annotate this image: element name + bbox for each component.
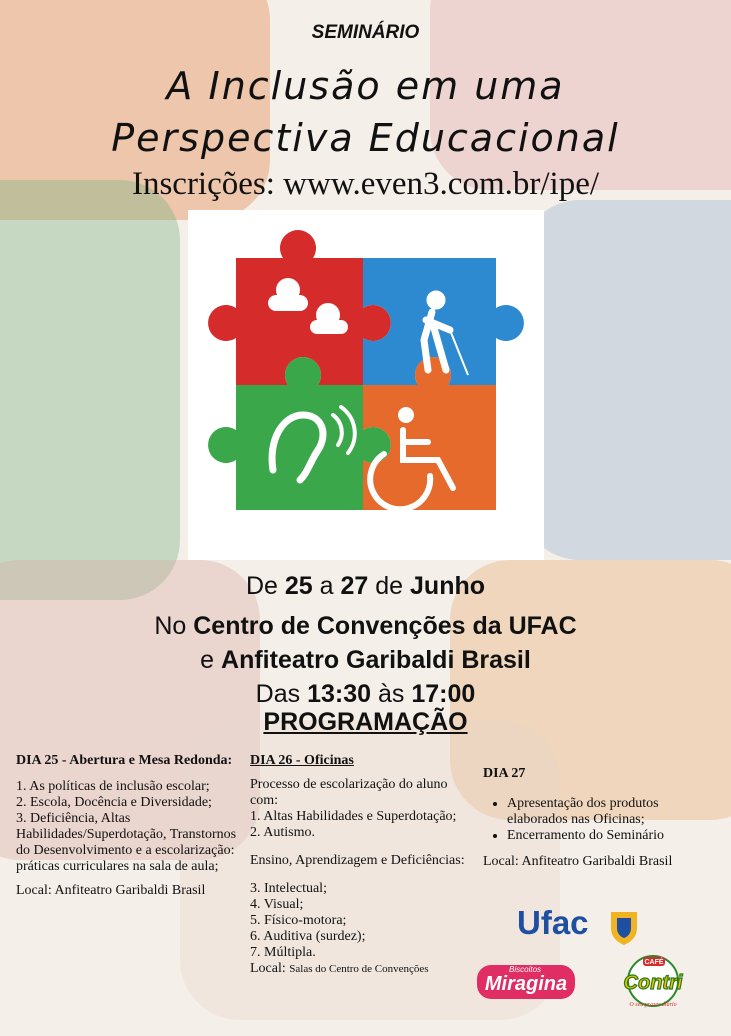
list-item: • Apresentação dos produtos elaborados nas Oficinas; [507,796,718,828]
day-26-column [250,753,465,977]
day-25-heading: DIA 25 - Abertura e Mesa Redonda: [16,753,233,768]
contri-logo [613,955,693,1011]
list-item: 2. Escola, Docência e Diversidade; [16,795,212,810]
miragina-logo: Biscoitos Miragina [477,965,575,999]
list-item: 3. Intelectual; [250,881,327,896]
svg-text:Contri: Contri [623,972,683,994]
program-title: PROGRAMAÇÃO [263,708,468,736]
registration-link[interactable]: Inscrições: www.even3.com.br/ipe/ [131,166,600,202]
list-item: 3. Deficiência, Altas Habilidades/Superdotação, Transtornos do Desenvolvimento e a escolarização: práticas curriculares na sala de aula; [16,811,237,874]
list-item: 1. Altas Habilidades e Superdotação; [250,809,457,824]
list-item: 4. Visual; [250,897,304,912]
list-item: 7. Múltipla. [250,945,316,960]
list-item: 6. Auditiva (surdez); [250,929,366,944]
list-item: • Encerramento do Seminário [507,828,718,844]
ufac-shield-icon [609,910,639,946]
day-25-location: Local: Anfiteatro Garibaldi Brasil [16,883,206,898]
day-27-column [483,766,718,870]
title-line-2: Perspectiva Educacional [111,116,620,160]
day-26-heading: DIA 26 - Oficinas [250,753,354,768]
day-26-intro: Processo de escolarização do aluno com: [250,777,448,808]
title-line-1: A Inclusão em uma [166,64,565,108]
ufac-logo: Ufac [517,904,589,941]
day-26-intro-2: Ensino, Aprendizagem e Deficiências: [250,853,465,868]
list-item: 1. As políticas de inclusão escolar; [16,779,210,794]
event-hours: Das 13:30 às 17:00 [255,680,476,708]
day-25-column [16,753,242,899]
event-venue-1: No Centro de Convenções da UFAC [154,612,577,640]
event-dates: De 25 a 27 de Junho [245,572,486,600]
list-item: 2. Autismo. [250,825,315,840]
day-27-location: Local: Anfiteatro Garibaldi Brasil [483,854,673,869]
svg-text:CAFÉ: CAFÉ [644,959,664,966]
inclusion-puzzle-image [188,210,544,560]
svg-text:O seu prazer diário: O seu prazer diário [629,1002,677,1008]
day-27-heading: DIA 27 [483,766,526,781]
event-venue-2: e Anfiteatro Garibaldi Brasil [200,646,531,674]
day-26-location: Local: Salas do Centro de Convenções [250,961,429,976]
eyebrow: SEMINÁRIO [311,22,420,43]
list-item: 5. Físico-motora; [250,913,347,928]
